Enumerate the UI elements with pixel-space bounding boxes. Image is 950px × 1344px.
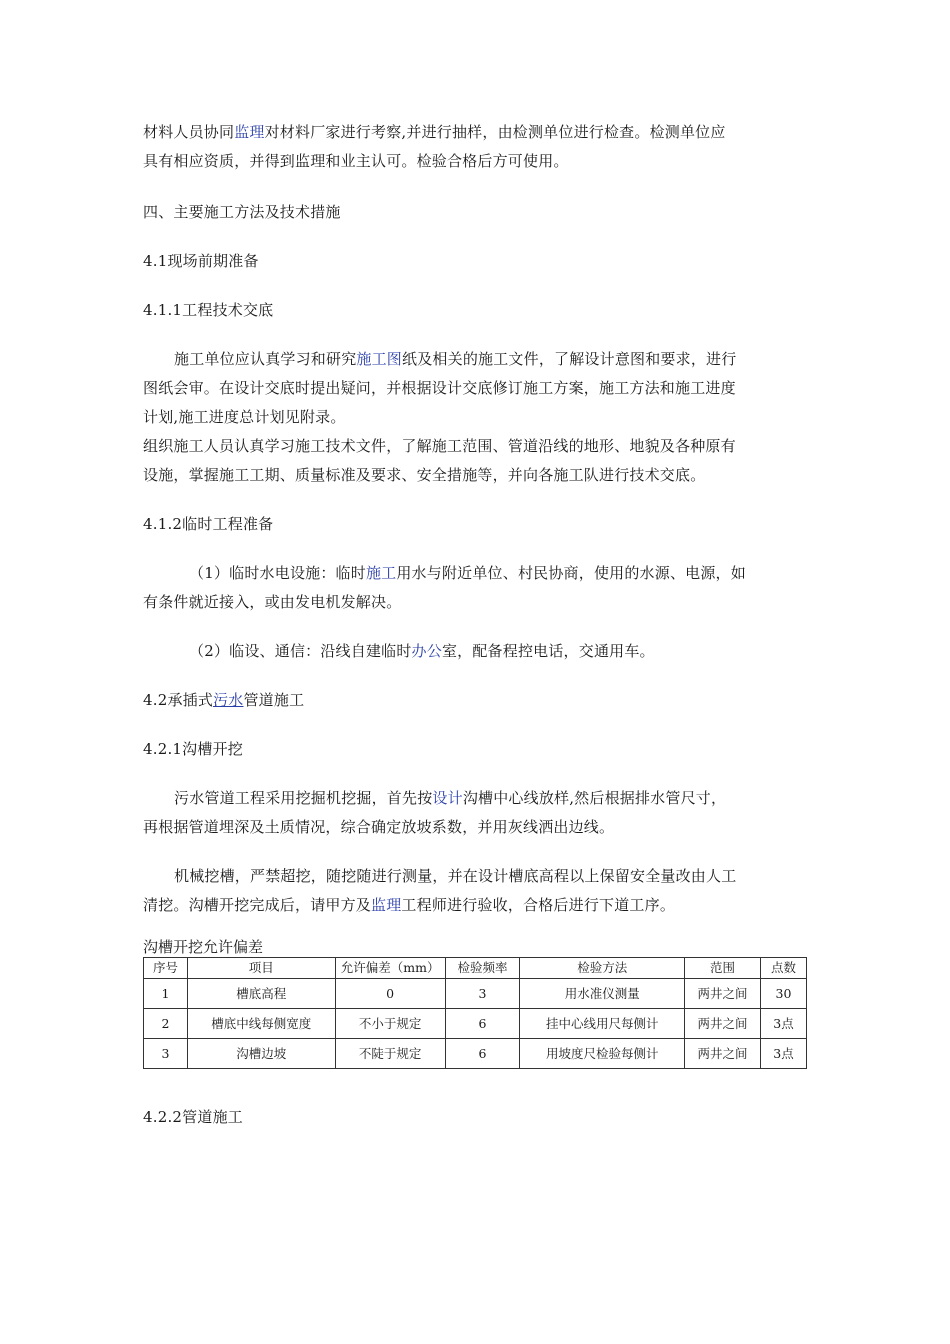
paragraph-line bbox=[143, 345, 808, 374]
text-run: 污水管道工程采用挖掘机挖掘，首先按 bbox=[174, 789, 433, 807]
header-cell: 点数 bbox=[761, 958, 807, 979]
paragraph-line: 设施，掌握施工工期、质量标准及要求、安全措施等，并向各施工队进行技术交底。 bbox=[143, 466, 706, 484]
table-header-row bbox=[144, 958, 807, 979]
text-run: （1）临时水电设施：临时 bbox=[189, 564, 366, 582]
header-cell: 范围 bbox=[685, 958, 761, 979]
table-cell: 0 bbox=[335, 979, 445, 1009]
table-cell: 3 bbox=[144, 1039, 188, 1069]
table-cell: 3点 bbox=[761, 1039, 807, 1069]
table-cell: 槽底高程 bbox=[187, 979, 335, 1009]
subsection-heading: 4.1.2临时工程准备 bbox=[143, 515, 274, 533]
link-supervision[interactable]: 监理 bbox=[371, 896, 402, 914]
text-run: 沟槽中心线放样,然后根据排水管尺寸， bbox=[462, 789, 727, 807]
deviation-table bbox=[143, 957, 807, 1069]
paragraph-line bbox=[143, 637, 808, 666]
text-run: 材料人员协同 bbox=[143, 123, 235, 141]
text-run: 施工单位应认真学习和研究 bbox=[174, 350, 357, 368]
link-design[interactable]: 设计 bbox=[432, 789, 463, 807]
text-run: 用水与附近单位、村民协商，使用的水源、电源，如 bbox=[396, 564, 746, 582]
table-caption: 沟槽开挖允许偏差 bbox=[143, 938, 264, 956]
subsection-heading: 4.2.2管道施工 bbox=[143, 1108, 243, 1126]
table-cell: 3点 bbox=[761, 1009, 807, 1039]
paragraph-line: 具有相应资质，并得到监理和业主认可。检验合格后方可使用。 bbox=[143, 152, 569, 170]
link-office[interactable]: 办公 bbox=[411, 642, 442, 660]
header-cell: 允许偏差（mm） bbox=[335, 958, 445, 979]
text-run: 清挖。沟槽开挖完成后，请甲方及 bbox=[143, 896, 372, 914]
text-run: 室，配备程控电话，交通用车。 bbox=[441, 642, 655, 660]
table-row bbox=[144, 1039, 807, 1069]
link-construction[interactable]: 施工 bbox=[365, 564, 397, 582]
table-cell: 不陡于规定 bbox=[335, 1039, 445, 1069]
header-cell: 序号 bbox=[144, 958, 188, 979]
paragraph-line: 计划,施工进度总计划见附录。 bbox=[143, 408, 346, 426]
table-cell: 两井之间 bbox=[685, 1009, 761, 1039]
paragraph-line: 再根据管道埋深及土质情况，综合确定放坡系数，并用灰线洒出边线。 bbox=[143, 818, 615, 836]
table-cell: 1 bbox=[144, 979, 188, 1009]
header-cell: 检验方法 bbox=[520, 958, 685, 979]
subsection-heading: 4.2.1沟槽开挖 bbox=[143, 740, 243, 758]
header-cell: 检验频率 bbox=[445, 958, 520, 979]
paragraph-line: 机械挖槽，严禁超挖，随挖随进行测量，并在设计槽底高程以上保留安全量改由人工 bbox=[174, 867, 737, 885]
table-cell: 3 bbox=[445, 979, 520, 1009]
link-construction-drawing[interactable]: 施工图 bbox=[356, 350, 403, 368]
text-run: 对材料厂家进行考察,并进行抽样，由检测单位进行检查。检测单位应 bbox=[264, 123, 726, 141]
table-cell: 6 bbox=[445, 1009, 520, 1039]
table-cell: 用水准仪测量 bbox=[520, 979, 685, 1009]
table-cell: 30 bbox=[761, 979, 807, 1009]
link-sewage[interactable]: 污水 bbox=[213, 691, 244, 709]
text-run: 工程师进行验收，合格后进行下道工序。 bbox=[401, 896, 676, 914]
paragraph-line: 有条件就近接入，或由发电机发解决。 bbox=[143, 593, 402, 611]
paragraph-line: 图纸会审。在设计交底时提出疑问，并根据设计交底修订施工方案，施工方法和施工进度 bbox=[143, 379, 736, 397]
document-page bbox=[143, 118, 808, 1132]
text-run: 4.2承插式 bbox=[143, 691, 214, 709]
paragraph-line bbox=[143, 559, 808, 588]
subsection-heading: 4.1现场前期准备 bbox=[143, 252, 259, 270]
subsection-heading bbox=[143, 686, 808, 715]
table-cell: 用坡度尺检验每侧计 bbox=[520, 1039, 685, 1069]
text-run: （2）临设、通信：沿线自建临时 bbox=[189, 642, 412, 660]
paragraph-line bbox=[143, 784, 808, 813]
table-cell: 不小于规定 bbox=[335, 1009, 445, 1039]
header-cell: 项目 bbox=[187, 958, 335, 979]
table-cell: 沟槽边坡 bbox=[187, 1039, 335, 1069]
text-run: 纸及相关的施工文件，了解设计意图和要求，进行 bbox=[402, 350, 737, 368]
table-cell: 两井之间 bbox=[685, 979, 761, 1009]
paragraph-line bbox=[143, 891, 808, 920]
table-cell: 槽底中线每侧宽度 bbox=[187, 1009, 335, 1039]
text-run: 管道施工 bbox=[243, 691, 305, 709]
table-row bbox=[144, 979, 807, 1009]
paragraph-line: 组织施工人员认真学习施工技术文件，了解施工范围、管道沿线的地形、地貌及各种原有 bbox=[143, 437, 736, 455]
table-row bbox=[144, 1009, 807, 1039]
table-cell: 2 bbox=[144, 1009, 188, 1039]
section-heading: 四、主要施工方法及技术措施 bbox=[143, 203, 341, 221]
table-cell: 6 bbox=[445, 1039, 520, 1069]
subsection-heading: 4.1.1工程技术交底 bbox=[143, 301, 274, 319]
table-cell: 挂中心线用尺每侧计 bbox=[520, 1009, 685, 1039]
link-supervision[interactable]: 监理 bbox=[234, 123, 265, 141]
table-cell: 两井之间 bbox=[685, 1039, 761, 1069]
paragraph-line bbox=[143, 118, 808, 147]
